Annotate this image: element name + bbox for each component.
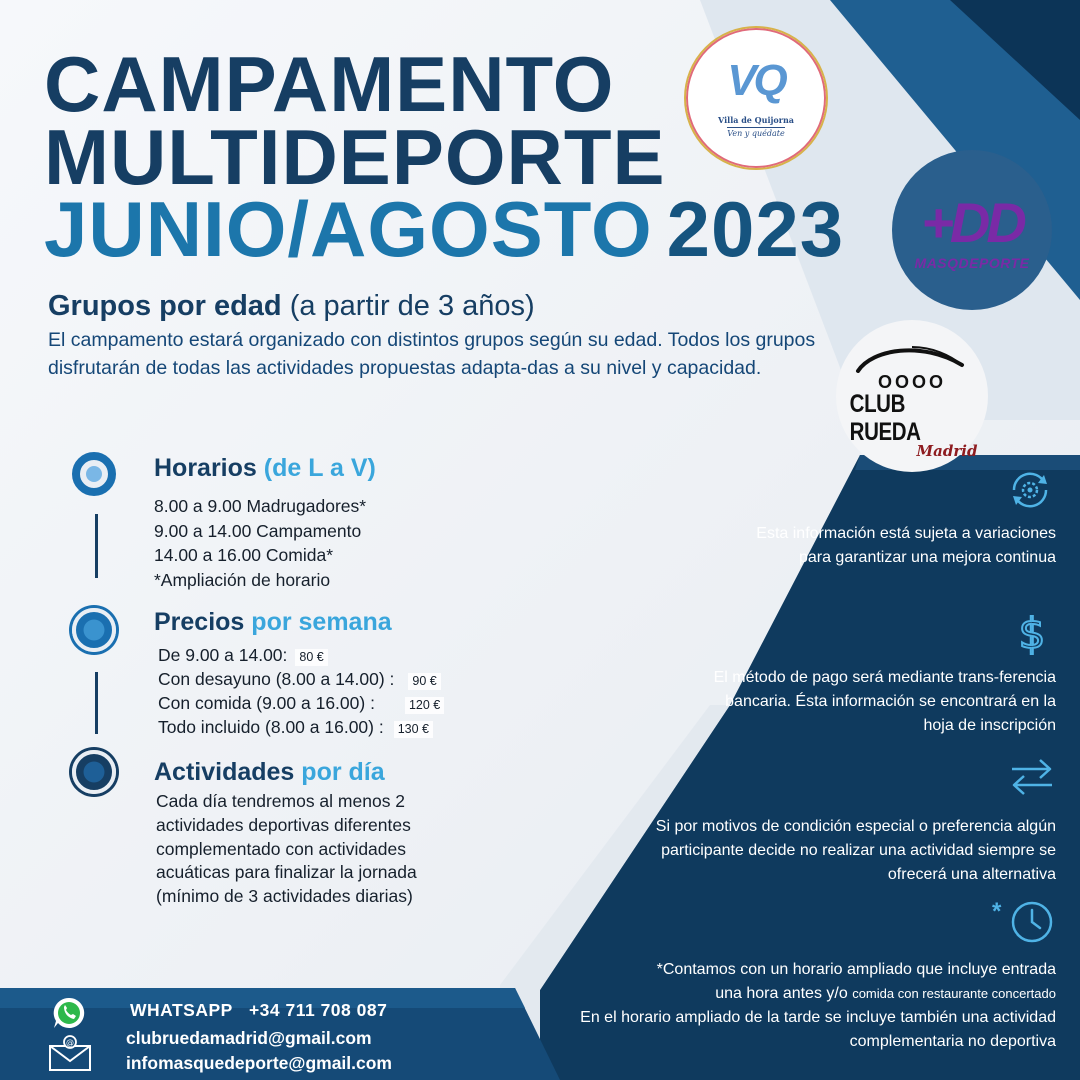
extended-hours-text: una hora antes y/o [715, 985, 848, 1002]
info-alternative-text: Si por motivos de condición especial o preferencia algún participante decide no realizar una actividad siempre se ofrecerá una alternativa [655, 818, 1056, 883]
extended-hours-line-3: En el horario ampliado de la tarde se incluye también una actividad complementaria no deportiva [580, 1009, 1056, 1050]
price-value: 120 € [405, 697, 444, 714]
actividades-title: Actividades [154, 758, 295, 786]
whatsapp-icon [52, 996, 86, 1030]
price-value: 80 € [295, 649, 327, 666]
age-groups-title: Grupos por edad [48, 290, 282, 322]
price-row [158, 668, 444, 692]
car-silhouette-icon [852, 343, 972, 373]
age-groups-heading [48, 290, 818, 323]
price-row [158, 644, 444, 668]
club-rueda-logo [836, 320, 988, 472]
cr-city: Madrid [916, 442, 978, 460]
precios-title: Precios [154, 608, 245, 636]
price-value: 130 € [394, 721, 433, 738]
cr-name: CLUB RUEDA [849, 390, 921, 446]
age-groups-section [48, 290, 818, 382]
info-variations-text: Esta información está sujeta a variaciones para garantizar una mejora continua [756, 525, 1056, 566]
price-list [158, 644, 444, 740]
price-row [158, 692, 444, 716]
actividades-heading [154, 758, 385, 787]
horario-item: 14.00 a 16.00 Comida* [154, 545, 334, 565]
vq-monogram: VQ [727, 55, 785, 105]
svg-text:@: @ [66, 1038, 74, 1047]
mqd-name: MASQDEPORTE [914, 255, 1030, 271]
vq-slogan: Ven y quédate [727, 128, 785, 138]
price-row [158, 716, 444, 740]
email-masqdeporte[interactable]: infomasquedeporte@gmail.com [126, 1053, 392, 1073]
title-months: JUNIO/AGOSTO [44, 185, 653, 274]
horario-note: *Ampliación de horario [154, 569, 331, 590]
vq-town-name: Villa de Quijorna [718, 114, 794, 125]
villa-quijorna-logo [684, 26, 828, 170]
horario-item: 9.00 a 14.00 Campamento [154, 520, 362, 541]
whatsapp-label: WHATSAPP [130, 1000, 233, 1020]
clock-icon [1008, 898, 1056, 946]
title-line-3 [44, 185, 845, 274]
masqdeporte-logo [892, 150, 1052, 310]
actividades-accent: por día [301, 758, 385, 786]
whatsapp-contact [130, 1000, 387, 1021]
dollar-icon [1014, 608, 1050, 656]
actividades-bullet-icon [72, 750, 116, 794]
precios-heading [154, 608, 392, 637]
horarios-list [154, 494, 366, 592]
extended-hours-meal: comida con restaurante concertado [852, 986, 1056, 1001]
cr-rings: OOOO [877, 372, 946, 392]
info-payment-text: El método de pago será mediante trans-ferencia bancaria. Ésta información se encontrará en la hoja de inscripción [713, 669, 1056, 734]
horarios-accent: (de L a V) [263, 454, 376, 482]
horario-item: 8.00 a 9.00 Madrugadores* [154, 496, 367, 516]
email-icon [48, 1034, 92, 1072]
precios-accent: por semana [251, 608, 392, 636]
mqd-monogram: +DD [921, 191, 1023, 254]
title-line-2: MULTIDEPORTE [44, 112, 666, 201]
price-label: Todo incluido (8.00 a 16.00) : [158, 716, 384, 737]
timeline-line-2 [95, 672, 98, 734]
extended-hours-line-2 [556, 982, 1056, 1006]
price-label: Con desayuno (8.00 a 14.00) : [158, 668, 395, 689]
price-value: 90 € [408, 673, 440, 690]
info-extended-hours [556, 958, 1056, 1054]
extended-hours-line-1: *Contamos con un horario ampliado que incluye entrada [656, 961, 1056, 978]
asterisk-mark: * [992, 898, 1002, 925]
horarios-heading [154, 454, 376, 483]
whatsapp-phone[interactable]: +34 711 708 087 [248, 1000, 388, 1020]
price-label: De 9.00 a 14.00: [158, 645, 288, 665]
actividades-text: Cada día tendremos al menos 2 actividades deportivas diferentes complementado con actividades acuáticas para finalizar la jornada (mínimo de 3 actividades diarias) [156, 791, 417, 907]
email-club-rueda[interactable]: clubruedamadrid@gmail.com [126, 1028, 372, 1048]
swap-arrows-icon [1008, 756, 1056, 798]
title-line-1: CAMPAMENTO [44, 40, 615, 128]
timeline-line-1 [95, 514, 98, 578]
title-year: 2023 [666, 185, 845, 274]
price-label: Con comida (9.00 a 16.00) : [158, 692, 375, 713]
horarios-bullet-icon [72, 452, 116, 496]
horarios-title: Horarios [154, 454, 257, 482]
age-groups-note: (a partir de 3 años) [289, 290, 535, 322]
age-groups-text: El campamento estará organizado con distintos grupos según su edad. Todos los grupos disfrutarán de todas las actividades propuestas adapta-das a su nivel y capacidad. [48, 329, 816, 380]
svg-text:$: $ [1018, 609, 1046, 656]
gear-refresh-icon [1006, 466, 1054, 514]
precios-bullet-icon [72, 608, 116, 652]
